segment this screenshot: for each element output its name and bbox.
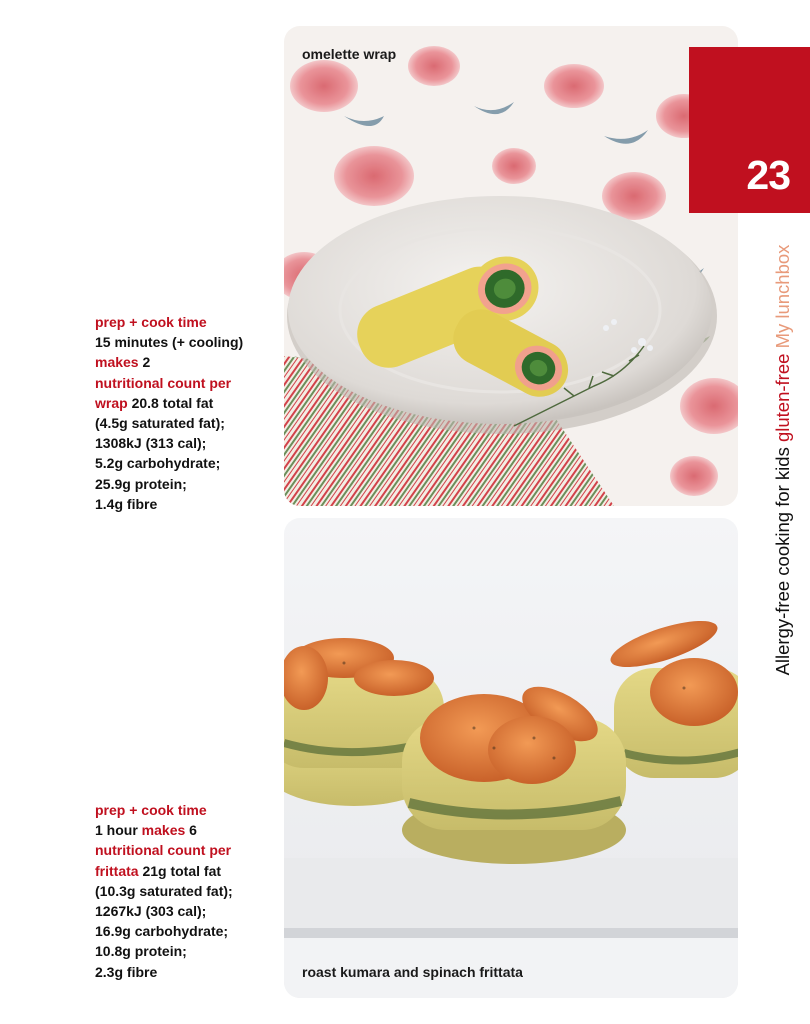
frittata-nutrition-info [95,800,281,982]
chapter-title: My lunchbox [772,244,793,349]
info-value: 15 minutes (+ cooling) [95,334,244,351]
running-header [772,245,794,676]
info-line [95,921,281,941]
page-number: 23 [746,152,790,198]
recipe-title-frittata: roast kumara and spinach frittata [302,964,523,980]
info-value: 5.2g carbohydrate; [95,455,221,472]
info-label: nutritional count per [95,374,232,391]
info-line [95,941,281,961]
page-number-tab [689,47,810,213]
omelette-wrap-nutrition-info [95,312,281,514]
info-value: 25.9g protein; [95,475,187,492]
info-value: 21g total fat [138,862,222,879]
info-value: (10.3g saturated fat); [95,882,233,899]
recipe-title-omelette-wrap: omelette wrap [302,46,397,62]
info-label: makes [141,822,186,839]
info-value: 2 [138,354,151,371]
info-line [95,861,281,881]
info-value: (4.5g saturated fat); [95,415,225,432]
info-line [95,453,281,473]
info-line [95,494,281,514]
frittata-photo [284,518,738,998]
info-line [95,352,281,372]
info-line [95,393,281,413]
info-value: 20.8 total fat [127,394,214,411]
info-value: 1308kJ (313 cal); [95,435,207,452]
info-line [95,901,281,921]
info-value: 2.3g fibre [95,963,158,980]
info-line [95,312,281,332]
frittata-image [284,518,738,998]
info-label: prep + cook time [95,802,207,818]
info-value: 6 [185,822,197,839]
info-line [95,474,281,494]
info-line [95,881,281,901]
info-line [95,962,281,982]
omelette-wrap-photo [284,26,738,506]
info-label: prep + cook time [95,314,207,330]
omelette-wrap-image [284,26,738,506]
book-section: gluten-free [772,348,793,443]
info-line [95,800,281,820]
info-label: nutritional count per [95,842,232,859]
info-label: makes [95,354,139,371]
info-value: 1 hour [95,822,142,839]
info-line [95,332,281,352]
book-title: Allergy-free cooking for kids [772,442,793,676]
info-value: 1.4g fibre [95,495,158,512]
info-label: frittata [95,862,139,879]
info-line [95,433,281,453]
info-line [95,820,281,840]
info-label: wrap [95,394,128,411]
info-line [95,373,281,393]
info-value: 10.8g protein; [95,943,187,960]
info-line [95,840,281,860]
info-line [95,413,281,433]
info-value: 1267kJ (303 cal); [95,903,207,920]
info-value: 16.9g carbohydrate; [95,923,229,940]
